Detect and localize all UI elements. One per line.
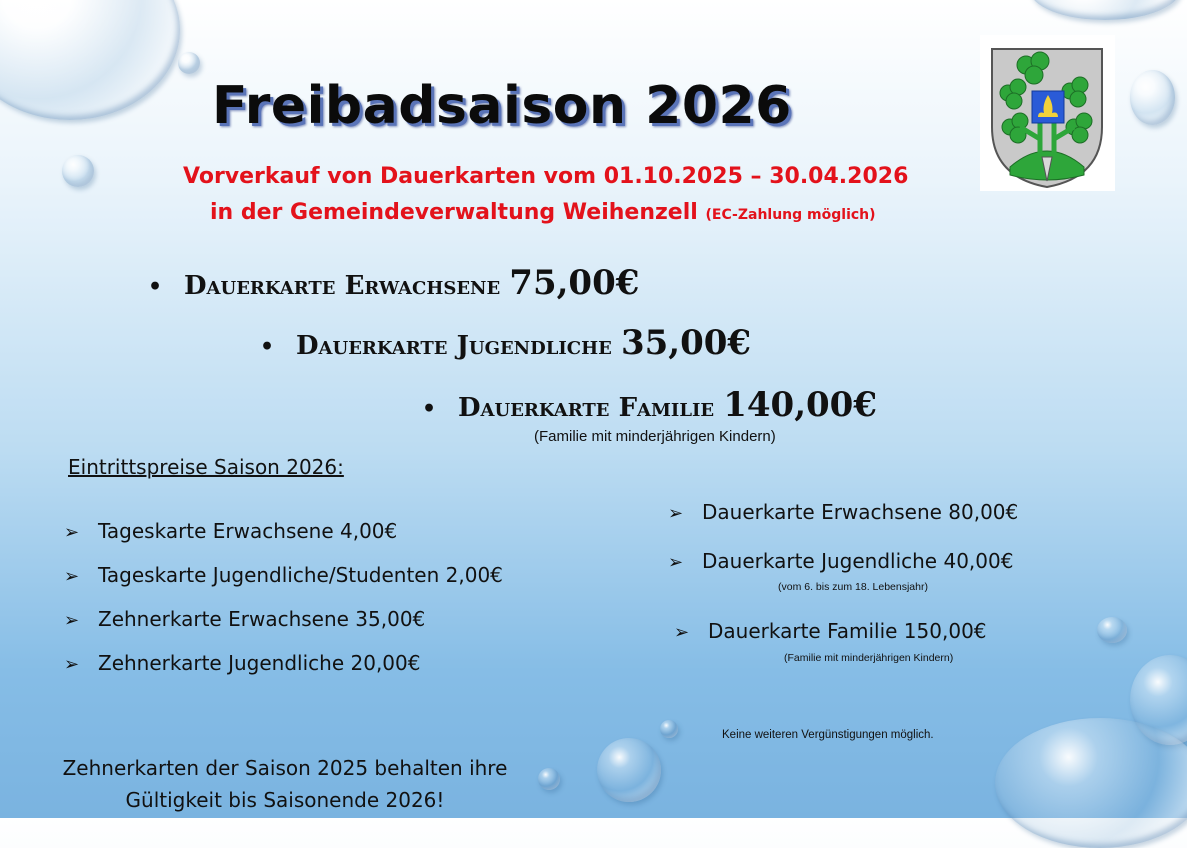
arrow-bullet-icon: ➢ bbox=[64, 566, 80, 587]
water-drop bbox=[995, 718, 1187, 848]
bullet-icon: • bbox=[260, 334, 275, 360]
water-drop bbox=[1130, 70, 1175, 125]
ticket-label: Dauerkarte Erwachsene bbox=[184, 271, 501, 301]
presale-location-text: in der Gemeindeverwaltung Weihenzell bbox=[210, 200, 698, 225]
ticket-label: Dauerkarte Familie bbox=[458, 393, 715, 423]
water-drop bbox=[597, 738, 661, 802]
bullet-icon: • bbox=[148, 274, 163, 300]
list-item bbox=[64, 563, 503, 587]
presale-price-adult bbox=[148, 263, 639, 303]
footer-line-1: Zehnerkarten der Saison 2025 behalten ihre bbox=[62, 756, 508, 780]
water-drop bbox=[538, 768, 560, 790]
list-item-text: Tageskarte Erwachsene 4,00€ bbox=[98, 519, 398, 543]
ticket-price: 140,00€ bbox=[723, 385, 877, 425]
water-drop bbox=[1097, 617, 1127, 643]
presale-price-family bbox=[422, 385, 877, 425]
water-drop bbox=[1030, 0, 1180, 20]
list-item bbox=[64, 607, 425, 631]
list-item bbox=[64, 519, 397, 543]
presale-period: Vorverkauf von Dauerkarten vom 01.10.2025 – 30.04.2026 bbox=[183, 164, 909, 189]
presale-location bbox=[210, 200, 876, 225]
presale-price-youth bbox=[260, 323, 751, 363]
arrow-bullet-icon: ➢ bbox=[64, 610, 80, 631]
arrow-bullet-icon: ➢ bbox=[64, 522, 80, 543]
list-item bbox=[674, 619, 987, 643]
list-item-text: Zehnerkarte Jugendliche 20,00€ bbox=[98, 651, 421, 675]
ticket-price: 75,00€ bbox=[509, 263, 640, 303]
family-note: (Familie mit minderjährigen Kindern) bbox=[534, 428, 776, 445]
list-item-text: Dauerkarte Familie 150,00€ bbox=[708, 619, 987, 643]
list-item bbox=[64, 651, 420, 675]
arrow-bullet-icon: ➢ bbox=[64, 654, 80, 675]
no-discounts-note: Keine weiteren Vergünstigungen möglich. bbox=[722, 729, 934, 741]
entry-prices-heading: Eintrittspreise Saison 2026: bbox=[68, 455, 344, 479]
payment-note: (EC-Zahlung möglich) bbox=[705, 207, 876, 223]
list-item-text: Zehnerkarte Erwachsene 35,00€ bbox=[98, 607, 426, 631]
arrow-bullet-icon: ➢ bbox=[668, 503, 684, 524]
coat-of-arms-logo bbox=[980, 35, 1115, 191]
clover-crest-icon bbox=[980, 35, 1115, 191]
list-item-text: Dauerkarte Erwachsene 80,00€ bbox=[702, 500, 1019, 524]
arrow-bullet-icon: ➢ bbox=[668, 552, 684, 573]
list-item bbox=[668, 549, 1013, 573]
water-drop bbox=[62, 155, 94, 187]
page-title: Freibadsaison 2026 bbox=[212, 76, 792, 136]
arrow-bullet-icon: ➢ bbox=[674, 622, 690, 643]
youth-age-note: (vom 6. bis zum 18. Lebensjahr) bbox=[778, 581, 928, 593]
ticket-price: 35,00€ bbox=[620, 323, 752, 363]
list-item-text: Dauerkarte Jugendliche 40,00€ bbox=[702, 549, 1014, 573]
family-note-small: (Familie mit minderjährigen Kindern) bbox=[784, 652, 954, 664]
footer-line-2: Gültigkeit bis Saisonende 2026! bbox=[125, 788, 445, 812]
footer-note bbox=[30, 752, 540, 816]
ticket-label: Dauerkarte Jugendliche bbox=[296, 331, 612, 361]
bullet-icon: • bbox=[422, 396, 437, 422]
water-drop bbox=[178, 52, 200, 74]
list-item bbox=[668, 500, 1018, 524]
water-drop bbox=[660, 720, 678, 738]
water-drop bbox=[0, 0, 180, 120]
list-item-text: Tageskarte Jugendliche/Studenten 2,00€ bbox=[98, 563, 503, 587]
